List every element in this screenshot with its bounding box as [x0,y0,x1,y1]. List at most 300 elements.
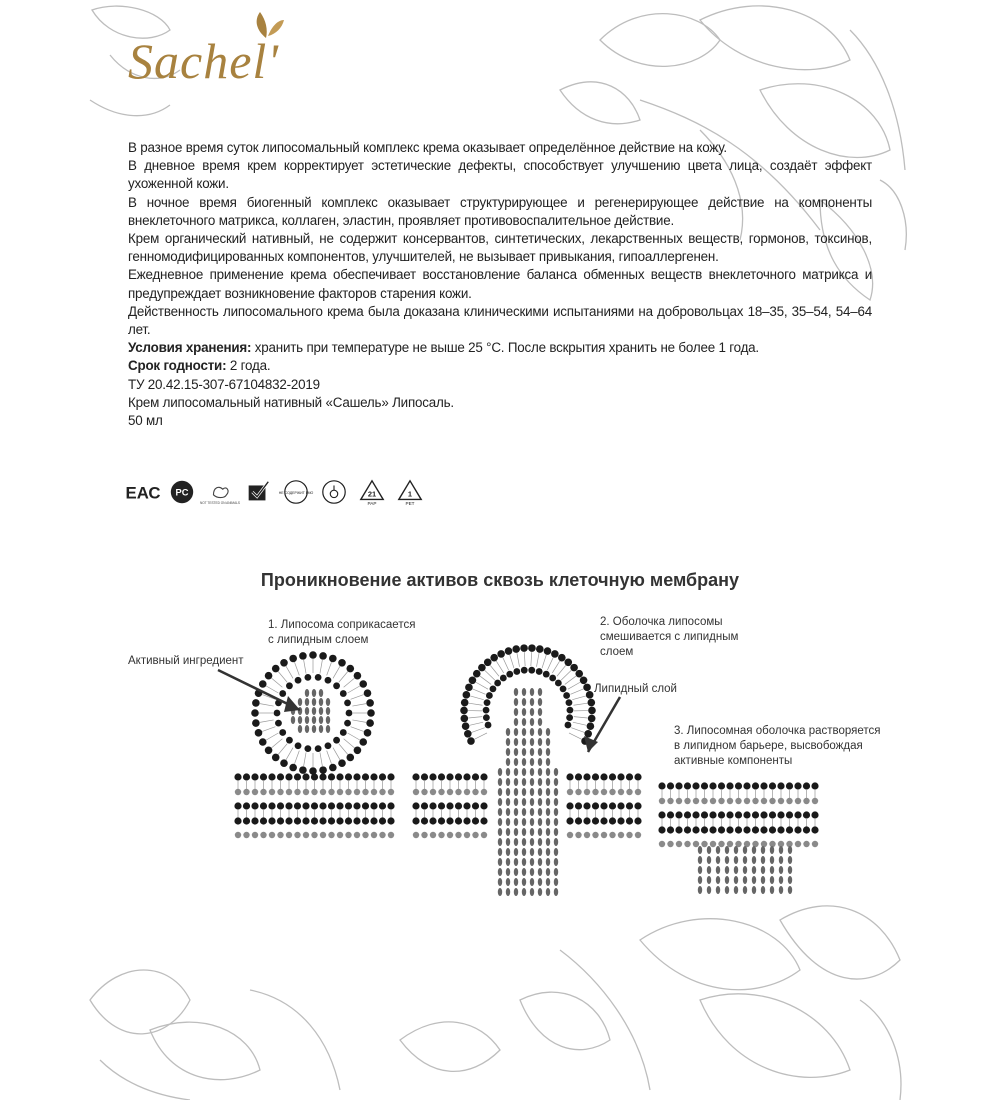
active-molecule [506,748,510,756]
active-molecule [743,846,747,854]
active-molecule [506,768,510,776]
active-molecule [312,698,316,706]
active-molecule [522,818,526,826]
active-molecule [514,798,518,806]
liposome-head [461,715,469,723]
lipid-head [743,826,750,833]
lipid-head [243,773,250,780]
active-molecule [506,858,510,866]
lipid-head [743,811,750,818]
lipid-head [786,826,793,833]
lipid-head [701,826,708,833]
active-molecule [319,725,323,733]
lipid-head [795,798,801,804]
lipid-head [778,798,784,804]
lipid-head [600,773,607,780]
lipid-head [601,832,607,838]
active-molecule [522,878,526,886]
liposome-tail [561,670,571,680]
active-molecule [530,888,534,896]
lipid-head [336,817,343,824]
active-molecule [522,798,526,806]
active-molecule [522,788,526,796]
lipid-head [455,832,461,838]
lipid-head [260,802,267,809]
active-molecule [770,876,774,884]
lipid-head [421,832,427,838]
active-molecule [530,728,534,736]
lipid-head [684,826,691,833]
paragraph: Действенность липосомального крема была доказана клиническими испытаниями на добровольцах 18–35, 35–54, 54–64 лет. [128,303,872,338]
lipid-head [566,817,573,824]
active-molecule [546,858,550,866]
liposome-head [344,720,351,727]
lipid-head [336,802,343,809]
liposome-tail [304,660,306,674]
lipid-head [412,817,419,824]
active-molecule [514,738,518,746]
active-molecule [522,688,526,696]
liposome-head [513,668,520,675]
lipid-head [387,773,394,780]
liposome-tail [524,652,525,666]
active-molecule [506,788,510,796]
active-molecule [554,848,558,856]
active-molecule [554,838,558,846]
lipid-head [692,811,699,818]
lipid-head [260,817,267,824]
liposome-head [580,676,588,684]
liposome-tail [344,678,355,687]
liposome-head [587,722,595,730]
lipid-head [328,832,334,838]
active-molecule [546,798,550,806]
lipid-head [600,817,607,824]
lipid-head [609,773,616,780]
active-molecule [779,876,783,884]
active-molecule [716,876,720,884]
lipid-head [735,798,741,804]
active-molecule [530,818,534,826]
active-molecule [734,876,738,884]
active-molecule [530,838,534,846]
lipid-head [575,773,582,780]
active-molecule [538,768,542,776]
lipid-head [429,773,436,780]
lipid-head [387,802,394,809]
active-molecule [530,758,534,766]
liposome-head [500,675,507,682]
active-ingredient-label: Активный ингредиент [128,655,244,667]
lipid-head [718,841,724,847]
active-molecule [546,808,550,816]
active-molecule [298,725,302,733]
lipid-head [701,798,707,804]
lipid-head [277,802,284,809]
liposome-head [484,699,491,706]
lipid-head [268,773,275,780]
liposome-tail [266,686,278,693]
lipid-head [803,826,810,833]
liposome-tail [565,676,576,684]
liposome-head [367,709,375,717]
active-molecule [506,798,510,806]
lipid-head [658,826,665,833]
active-molecule [498,818,502,826]
liposome-head [325,677,332,684]
active-molecule [498,788,502,796]
active-molecule [779,856,783,864]
active-molecule [530,798,534,806]
rst-text: PC [175,487,189,498]
liposome-head [490,685,497,692]
liposome-head [528,644,536,652]
lipid-head [269,789,275,795]
lipid-head [319,773,326,780]
liposome-tail [557,665,566,676]
active-molecule [305,716,309,724]
liposome-head [265,672,273,680]
paragraph: Крем органический нативный, не содержит консервантов, синтетических, лекарственных веществ, гормонов, токсинов, генномодифицированных компонентов, улучшителей, не вызывает привыкания, гипоаллергенен. [128,231,872,265]
lipid-head [718,798,724,804]
active-molecule [522,848,526,856]
liposome-tail [510,655,514,668]
liposome-head [588,707,596,715]
active-molecule [514,838,518,846]
lipid-head [684,798,690,804]
lipid-head [320,832,326,838]
lipid-head [413,832,419,838]
liposome-head [272,754,280,762]
liposome-tail [272,678,283,687]
liposome-head [354,672,362,680]
lipid-head [718,782,725,789]
lipid-head [371,789,377,795]
lipid-head [566,773,573,780]
active-molecule [734,856,738,864]
active-molecule [506,808,510,816]
liposome-tail [266,733,278,740]
liposome-head [299,652,307,660]
active-molecule [305,707,309,715]
liposome-head [315,745,322,752]
active-molecule [522,758,526,766]
lipid-head [421,817,428,824]
lipid-head [735,782,742,789]
lipid-head [667,841,673,847]
liposome-head [325,742,332,749]
storage-label: Условия хранения: [128,340,252,356]
active-molecule [498,778,502,786]
active-molecule [707,886,711,894]
product-volume: 50 мл [128,413,163,429]
brand-logo [128,10,358,90]
liposome-head [338,759,346,767]
pap-number: 21 [367,489,377,499]
liposome-tail [260,720,274,722]
liposome-tail [278,672,287,683]
active-molecule [752,846,756,854]
liposome-head [346,754,354,762]
lipid-head [286,832,292,838]
liposome-head [536,668,543,675]
active-molecule [698,886,702,894]
active-molecule [522,728,526,736]
active-molecule [779,846,783,854]
liposome-tail [503,658,509,671]
lipid-head [260,832,266,838]
liposome-tail [327,751,332,764]
liposome-tail [286,748,293,760]
active-molecule [554,858,558,866]
lipid-head [362,773,369,780]
lipid-head [727,841,733,847]
active-molecule [326,698,330,706]
lipid-head [710,798,716,804]
lipid-head [277,832,283,838]
active-molecule [530,688,534,696]
active-molecule [546,728,550,736]
lipid-head [794,811,801,818]
lipid-head [769,782,776,789]
active-molecule [530,868,534,876]
lipid-head [709,782,716,789]
liposome-tail [348,686,360,693]
lipid-head [752,811,759,818]
active-molecule [538,708,542,716]
active-molecule [554,788,558,796]
product-name: Крем липосомальный нативный «Сашель» Липосаль. [128,394,454,410]
lipid-head [795,841,801,847]
lipid-head [438,817,445,824]
active-molecule [554,768,558,776]
active-molecule [506,848,510,856]
lipid-head [328,802,335,809]
arrow-head-active [284,696,300,712]
active-molecule [546,818,550,826]
active-molecule [761,846,765,854]
active-molecule [522,828,526,836]
active-molecule [319,689,323,697]
lipid-head [430,789,436,795]
lipid-head [726,811,733,818]
lipid-head [752,798,758,804]
lipid-head [626,789,632,795]
liposome-tail [475,733,487,739]
active-molecule [326,725,330,733]
active-molecule [725,856,729,864]
active-molecule [514,888,518,896]
lipid-head [777,811,784,818]
active-molecule [770,846,774,854]
active-molecule [538,758,542,766]
lipid-head [251,817,258,824]
lipid-head [371,832,377,838]
active-molecule [514,728,518,736]
lipid-head [345,832,351,838]
liposome-head [364,729,372,737]
liposome-head [460,707,468,715]
lipid-head [328,773,335,780]
active-molecule [761,886,765,894]
liposome-head [567,707,574,714]
lipid-head [786,811,793,818]
active-molecule [538,888,542,896]
lipid-head [693,798,699,804]
lipid-head [575,789,581,795]
active-molecule [312,707,316,715]
active-molecule [319,716,323,724]
active-molecule [514,818,518,826]
active-molecule [761,856,765,864]
active-molecule [305,725,309,733]
lipid-head [600,802,607,809]
active-molecule [530,738,534,746]
lipid-head [472,832,478,838]
active-molecule [514,778,518,786]
lipid-head [626,817,633,824]
active-molecule [554,888,558,896]
paragraph: В ночное время биогенный комплекс оказывает структурирующее и регенерирующее действие на компоненты внеклеточного матрикса, коллаген, эластин, проявляет противовоспалительное действие. [128,194,872,228]
active-molecule [546,788,550,796]
liposome-head [485,722,492,729]
lipid-layer-label: Липидный слой [594,683,677,695]
liposome-tail [351,695,364,700]
lipid-head [370,773,377,780]
liposome-head [280,659,288,667]
liposome-tail [536,653,539,667]
active-molecule [522,738,526,746]
liposome-head [289,764,297,772]
active-molecule [779,866,783,874]
active-molecule [506,868,510,876]
active-molecule [698,846,702,854]
liposome-tail [278,744,287,755]
lipid-head [667,782,674,789]
active-molecule [522,718,526,726]
lipid-head [463,773,470,780]
liposome-tail [490,665,499,676]
liposome-head [354,746,362,754]
lipid-head [472,802,479,809]
lipid-head [328,817,335,824]
paragraph: В разное время суток липосомальный комплекс крема оказывает определённое действие на кожу. [128,140,727,155]
liposome-head [280,759,288,767]
eac-icon [125,477,161,507]
liposome-head [588,699,596,707]
liposome-tail [570,689,583,694]
liposome-head [333,737,340,744]
lipid-head [735,826,742,833]
active-molecule [522,838,526,846]
lipid-head [446,817,453,824]
lipid-head [354,832,360,838]
liposome-head [329,655,337,663]
lipid-head [701,782,708,789]
lipid-head [583,773,590,780]
cruelty-free-icon [199,477,241,507]
active-molecule [514,708,518,716]
liposome-tail [574,717,588,718]
lipid-head [311,817,318,824]
active-molecule [538,718,542,726]
active-molecule [725,886,729,894]
liposome-head [319,766,327,774]
lipid-head [684,782,691,789]
liposome-head [304,674,311,681]
liposome-head [497,650,505,658]
lipid-head [235,789,241,795]
active-molecule [498,878,502,886]
lipid-head [446,773,453,780]
active-molecule [522,808,526,816]
lipid-head [761,841,767,847]
no-gmo-text: НЕ СОДЕРЖИТ ГМО [278,490,314,495]
liposome-tail [344,739,355,748]
liposome-tail [552,661,559,673]
lipid-head [251,773,258,780]
lipid-head [635,832,641,838]
active-molecule [514,858,518,866]
active-molecule [530,808,534,816]
liposome-head [543,671,550,678]
active-molecule [498,888,502,896]
pet-number: 1 [407,489,413,499]
active-molecule [752,886,756,894]
liposome-head [286,737,293,744]
not-tested-text: NOT TESTED ON ANIMALS [199,501,241,506]
liposome-tail [485,670,495,680]
liposome-head [265,746,273,754]
lipid-head [761,798,767,804]
active-molecule [725,866,729,874]
lipid-head [659,841,665,847]
lipid-head [601,789,607,795]
active-molecule [725,846,729,854]
active-molecule [707,866,711,874]
liposome-head [252,719,260,727]
lipid-head [294,832,300,838]
liposome-tail [295,751,300,764]
lipid-head [803,782,810,789]
liposome-head [549,675,556,682]
lipid-head [285,802,292,809]
active-molecule [312,725,316,733]
lipid-head [480,817,487,824]
active-molecule [752,876,756,884]
liposome-tail [573,722,587,725]
lipid-head [735,811,742,818]
liposome-head [469,676,477,684]
lipid-head [769,798,775,804]
active-molecule [734,886,738,894]
liposome-tail [547,658,553,671]
active-molecule [498,868,502,876]
lipid-head [319,817,326,824]
active-molecule [734,866,738,874]
lipid-head [438,773,445,780]
active-molecule [761,876,765,884]
lipid-head [302,817,309,824]
liposome-tail [339,672,348,683]
lipid-head [260,773,267,780]
active-molecule [770,856,774,864]
active-molecule [538,828,542,836]
lipid-head [353,773,360,780]
liposome-head [564,658,572,666]
lipid-head [277,817,284,824]
liposome-tail [352,720,366,722]
